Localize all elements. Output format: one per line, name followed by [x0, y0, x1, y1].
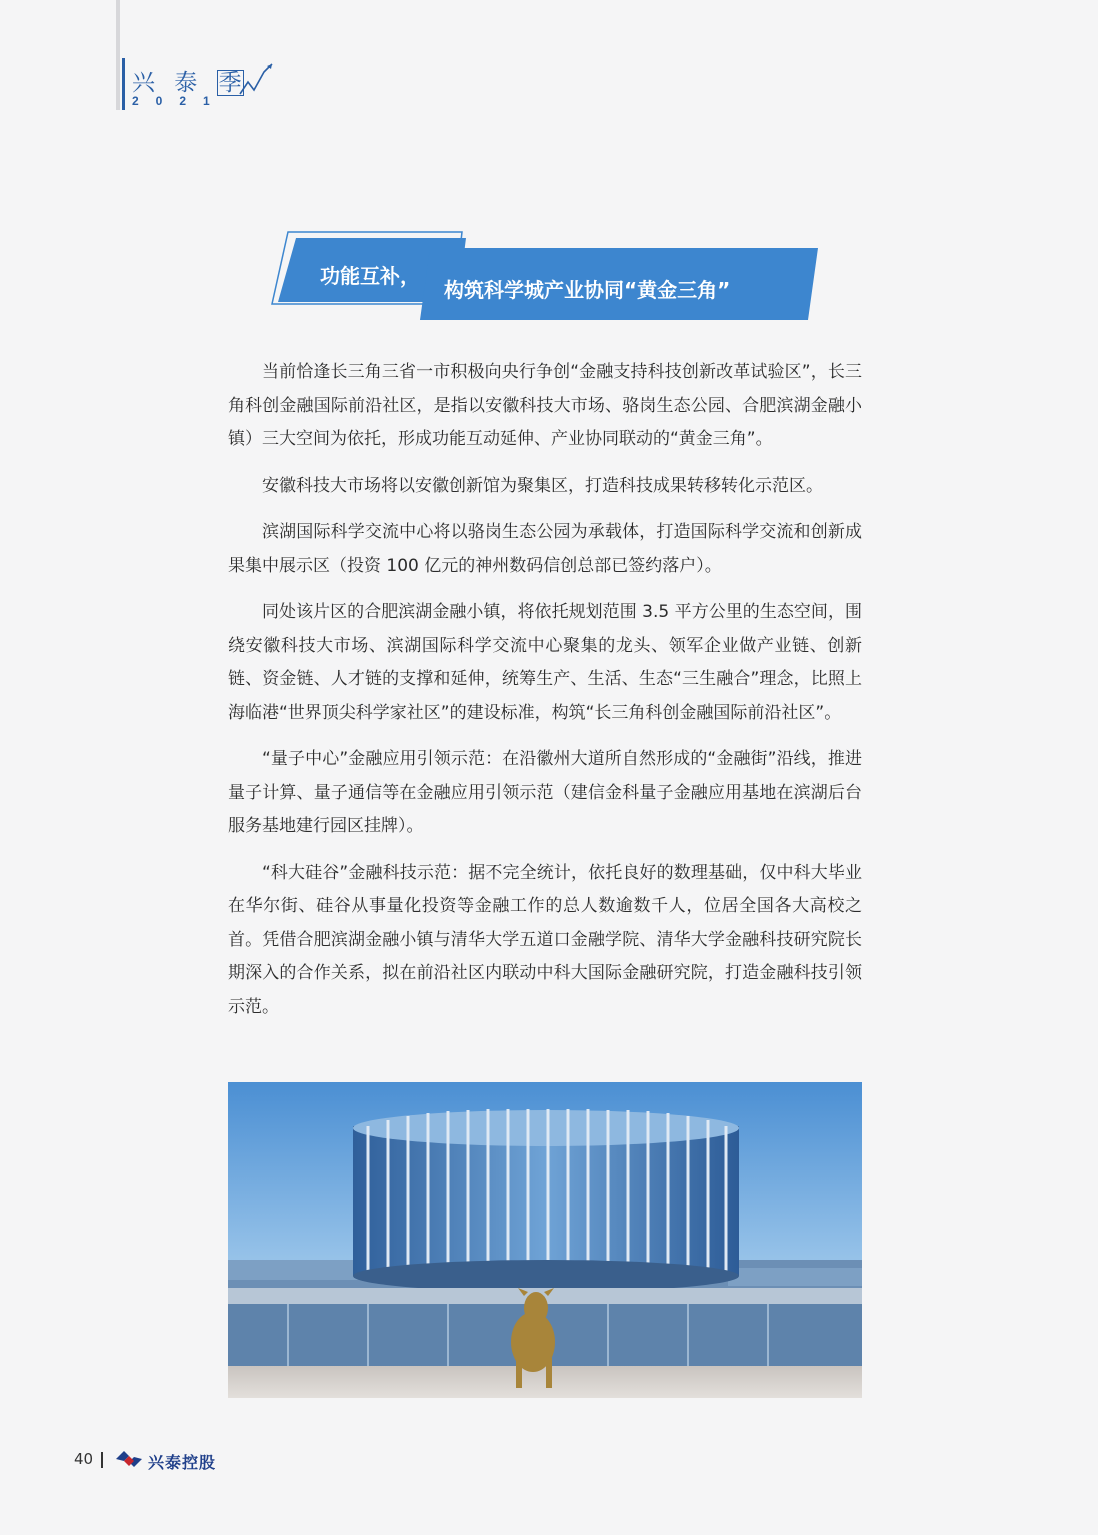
masthead: [122, 58, 282, 114]
footer-divider: [101, 1452, 103, 1468]
paragraph: 同处该片区的合肥滨湖金融小镇，将依托规划范围 3.5 平方公里的生态空间，围绕安徽科技大市场、滨湖国际科学交流中心聚集的龙头、领军企业做产业链、创新链、资金链、人才链的支撑和延伸，统筹生产、生活、生态“三生融合”理念，比照上海临港“世界顶尖科学家社区”的建设标准，构筑“长三角科创金融国际前沿社区”。: [228, 602, 862, 723]
article-body: [228, 356, 862, 1037]
page-number: 40: [74, 1450, 94, 1468]
building-illustration: [228, 1082, 862, 1398]
magazine-year: 2021: [132, 94, 227, 108]
paragraph: 安徽科技大市场将以安徽创新馆为聚集区，打造科技成果转移转化示范区。: [262, 475, 823, 496]
banner-title-part1: 功能互补，: [320, 264, 420, 288]
top-rule: [116, 0, 120, 110]
magazine-title-main: 兴 泰: [132, 70, 204, 96]
magazine-title: [132, 64, 244, 97]
building-photo: [228, 1082, 862, 1398]
magazine-title-season: 季: [218, 70, 242, 96]
footer-brand: 兴泰控股: [148, 1453, 217, 1472]
section-banner: [270, 228, 820, 324]
masthead-bar: [122, 58, 125, 110]
brand-logo-icon: [114, 1448, 144, 1470]
banner-title-part2: 构筑科学城产业协同“黄金三角”: [444, 278, 731, 302]
paragraph: “科大硅谷”金融科技示范：据不完全统计，依托良好的数理基础，仅中科大毕业在华尔街、硅谷从事量化投资等金融工作的总人数逾数千人，位居全国各大高校之首。凭借合肥滨湖金融小镇与清华大学五道口金融学院、清华大学金融科技研究院长期深入的合作关系，拟在前沿社区内联动中科大国际金融研究院，打造金融科技引领示范。: [228, 862, 862, 1017]
paragraph: 当前恰逢长三角三省一市积极向央行争创“金融支持科技创新改革试验区”，长三角科创金融国际前沿社区，是指以安徽科技大市场、骆岗生态公园、合肥滨湖金融小镇）三大空间为依托，形成功能互动延伸、产业协同联动的“黄金三角”。: [228, 362, 862, 449]
trend-line-icon: [238, 62, 278, 98]
paragraph: 滨湖国际科学交流中心将以骆岗生态公园为承载体，打造国际科学交流和创新成果集中展示区（投资 100 亿元的神州数码信创总部已签约落户）。: [228, 522, 862, 576]
paragraph: “量子中心”金融应用引领示范：在沿徽州大道所自然形成的“金融街”沿线，推进量子计算、量子通信等在金融应用引领示范（建信金科量子金融应用基地在滨湖后台服务基地建行园区挂牌）。: [228, 749, 862, 836]
